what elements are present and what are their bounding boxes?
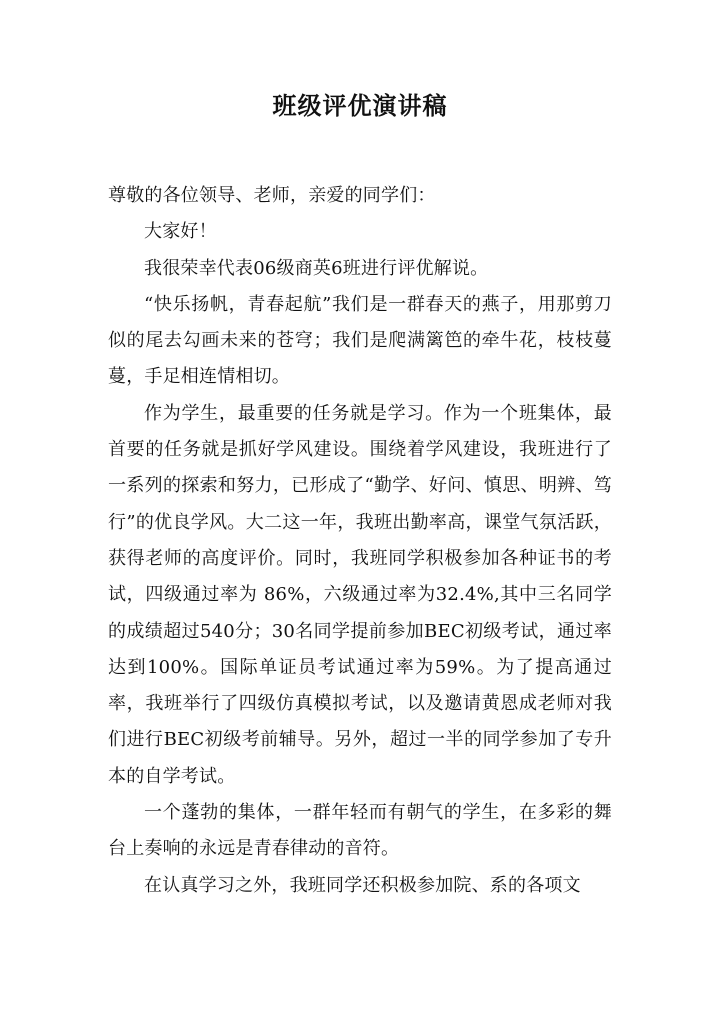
- paragraph-collective: 一个蓬勃的集体，一群年轻而有朝气的学生，在多彩的舞台上奏响的永远是青春律动的音符。: [108, 802, 612, 860]
- paragraph-study: 作为学生，最重要的任务就是学习。作为一个班集体，最首要的任务就是抓好学风建设。围绕着学风建设，我班进行了一系列的探索和努力，已形成了“勤学、好问、慎思、明辨、笃行”的优良学风。大二这一年，我班出勤率高，课堂气氛活跃，获得老师的高度评价。同时，我班同学积极参加各种证书的考试，四级通过率为 86%，六级通过率为32.4%,其中三名同学的成绩超过540分；30名同学提前参加BEC初级考试，通过率达到100%。国际单证员考试通过率为59%。为了提高通过率，我班举行了四级仿真模拟考试，以及邀请黄恩成老师对我们进行BEC初级考前辅导。另外，超过一半的同学参加了专升本的自学考试。: [108, 402, 612, 787]
- document-body: [108, 178, 612, 904]
- paragraph-greeting: 大家好！: [144, 221, 217, 243]
- paragraph-slogan: “快乐扬帆，青春起航”我们是一群春天的燕子，用那剪刀似的尾去勾画未来的苍穹；我们是爬满篱笆的牵牛花，枝枝蔓蔓，手足相连情相切。: [108, 293, 612, 388]
- salutation: 尊敬的各位领导、老师，亲爱的同学们：: [108, 185, 436, 206]
- paragraph-intro: 我很荣幸代表06级商英6班进行评优解说。: [144, 257, 489, 279]
- document-title: 班级评优演讲稿: [272, 91, 448, 120]
- paragraph-activities: 在认真学习之外，我班同学还积极参加院、系的各项文: [144, 874, 581, 896]
